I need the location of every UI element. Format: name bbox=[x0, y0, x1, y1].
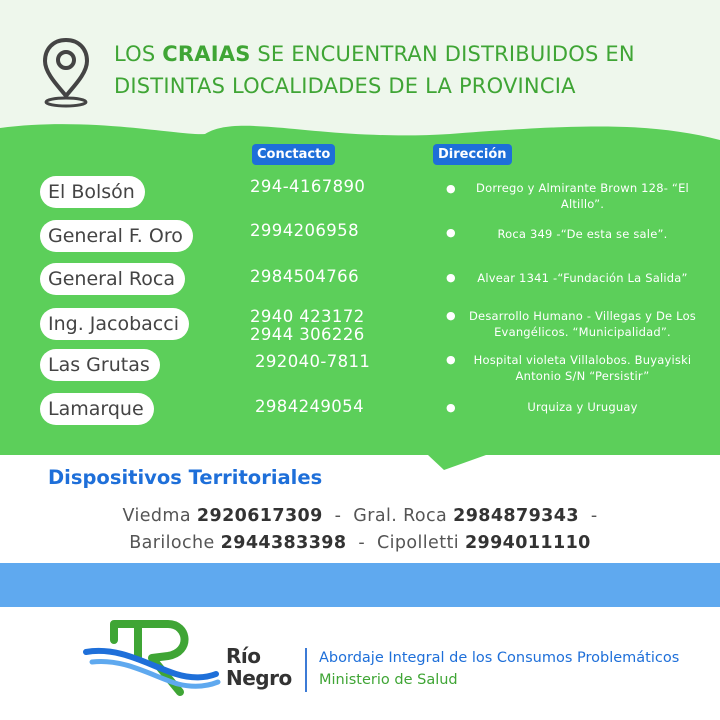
table-row bbox=[0, 263, 720, 303]
bullet-icon: ● bbox=[446, 401, 456, 414]
location-label: General Roca bbox=[40, 263, 185, 295]
phone-number: 2994206958 bbox=[250, 221, 359, 240]
address-text: Desarrollo Humano - Villegas y De Los Evangélicos. “Municipalidad”. bbox=[468, 309, 696, 339]
title-line-1: LOS CRAIAS SE ENCUENTRAN DISTRIBUIDOS EN bbox=[114, 42, 635, 66]
table-row bbox=[0, 220, 720, 260]
bullet-icon: ● bbox=[446, 353, 456, 366]
address-column-header: Dirección bbox=[433, 144, 512, 165]
location-label: Lamarque bbox=[40, 393, 154, 425]
bullet-icon: ● bbox=[446, 271, 456, 284]
phone-number: 2984249054 bbox=[255, 397, 364, 416]
phone-number: 2940 423172 2944 306226 bbox=[250, 307, 365, 344]
territorial-title: Dispositivos Territoriales bbox=[48, 466, 323, 489]
address-text: Urquiza y Uruguay bbox=[527, 400, 638, 414]
bullet-icon: ● bbox=[446, 309, 456, 322]
blue-divider-band bbox=[0, 563, 720, 607]
location-label: General F. Oro bbox=[40, 220, 193, 252]
phone-number: 294-4167890 bbox=[250, 177, 366, 196]
location-label: El Bolsón bbox=[40, 176, 145, 208]
table-row bbox=[0, 176, 720, 216]
phone-number: 2984504766 bbox=[250, 267, 359, 286]
territorial-contacts-line-1: Viedma 2920617309 - Gral. Roca 2984879343 - bbox=[122, 506, 598, 526]
contact-column-header: Conctacto bbox=[252, 144, 335, 165]
bullet-icon: ● bbox=[446, 182, 456, 195]
table-row bbox=[0, 308, 720, 348]
location-pin-icon bbox=[40, 36, 92, 108]
program-name: Abordaje Integral de los Consumos Problemáticos bbox=[319, 650, 680, 666]
title-line-2: DISTINTAS LOCALIDADES DE LA PROVINCIA bbox=[114, 74, 576, 98]
table-row bbox=[0, 393, 720, 433]
table-row bbox=[0, 349, 720, 389]
phone-number: 292040-7811 bbox=[255, 352, 371, 371]
bullet-icon: ● bbox=[446, 226, 456, 239]
brand-name: Río Negro bbox=[226, 644, 292, 690]
ministry-name: Ministerio de Salud bbox=[319, 672, 458, 688]
brand-divider bbox=[305, 648, 307, 692]
address-text: Roca 349 -“De esta se sale”. bbox=[497, 227, 668, 241]
rio-negro-logo bbox=[80, 618, 240, 698]
header bbox=[40, 32, 700, 112]
address-text: Alvear 1341 -“Fundación La Salida” bbox=[477, 271, 688, 285]
address-text: Hospital violeta Villalobos. Buyayiski Antonio S/N “Persistir” bbox=[473, 353, 692, 383]
location-label: Las Grutas bbox=[40, 349, 160, 381]
location-label: Ing. Jacobacci bbox=[40, 308, 189, 340]
territorial-contacts-line-2: Bariloche 2944383398 - Cipolletti 2994011110 bbox=[129, 533, 591, 553]
address-text: Dorrego y Almirante Brown 128- “El Altillo”. bbox=[476, 181, 689, 211]
